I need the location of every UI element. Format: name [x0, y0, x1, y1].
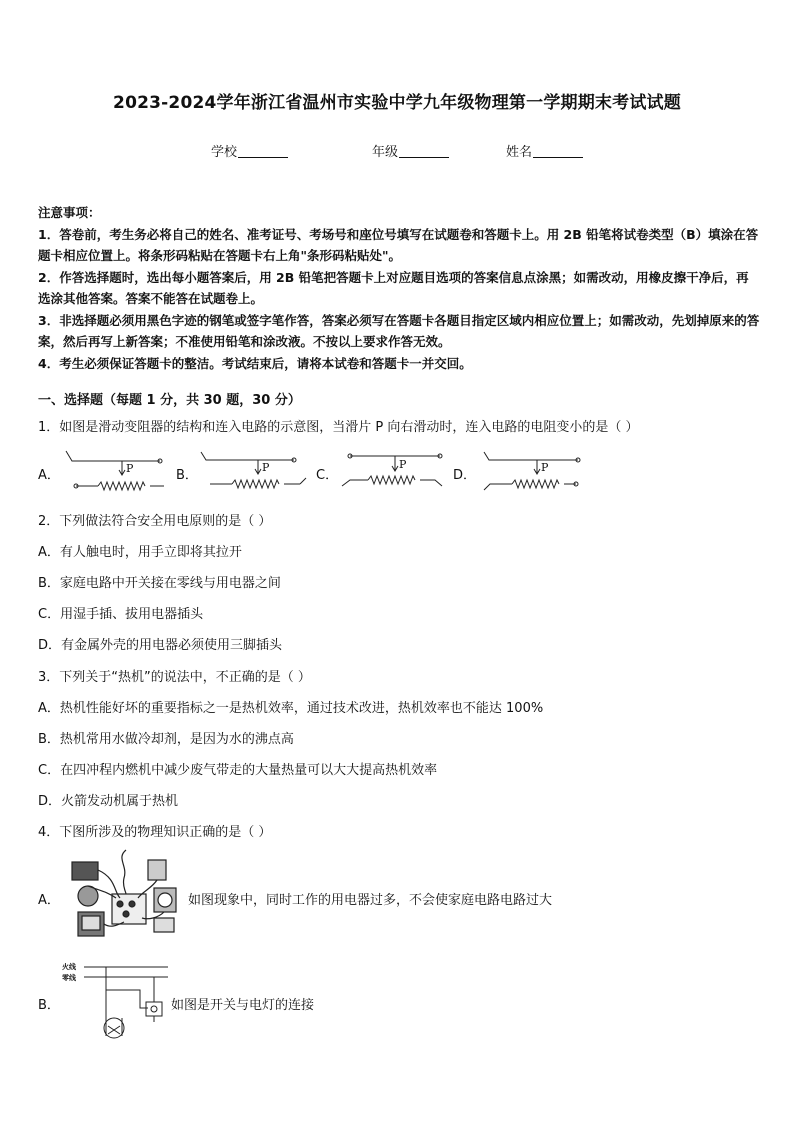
- q4-option-b-text: 如图是开关与电灯的连接: [171, 998, 315, 1013]
- q2-stem: 2．下列做法符合安全用电原则的是（ ）: [38, 514, 272, 529]
- q2-option-b: B．家庭电路中开关接在零线与用电器之间: [38, 576, 281, 591]
- notes-item: 4．考生必须保证答题卡的整洁。考试结束后，请将本试卷和答题卡一并交回。: [38, 355, 472, 371]
- neutral-wire-label: 零线: [62, 974, 76, 982]
- live-wire-label: 火线: [62, 963, 76, 971]
- q1-option-b-label: B．: [176, 468, 198, 483]
- q4-option-b-label: B．: [38, 998, 60, 1013]
- q2-option-c: C．用湿手插、拔用电器插头: [38, 607, 204, 622]
- slider-label-b: P: [262, 461, 270, 474]
- rheostat-a-diagram: [66, 451, 164, 490]
- notes-item: 2．作答选择题时，选出每小题答案后，用 2B 铅笔把答题卡上对应题目选项的答案信息点涂黑；如需改动，用橡皮擦干净后，再选涂其他答案。答案不能答在试题卷上。: [38, 269, 749, 306]
- q1-option-d-label: D．: [453, 468, 477, 483]
- school-label: 学校: [211, 145, 238, 160]
- q3-option-b: B．热机常用水做冷却剂，是因为水的沸点高: [38, 732, 294, 747]
- q3-option-c: C．在四冲程内燃机中减少废气带走的大量热量可以大大提高热机效率: [38, 763, 438, 778]
- q1-option-a-label: A．: [38, 468, 60, 483]
- q1-stem: 1．如图是滑动变阻器的结构和连入电路的示意图，当滑片 P 向右滑动时，连入电路的电阻变小的是（ ）: [38, 420, 639, 435]
- q2-option-d: D．有金属外壳的用电器必须使用三脚插头: [38, 638, 283, 653]
- rheostat-d-diagram: [484, 452, 580, 490]
- grade-label: 年级: [372, 145, 399, 160]
- switch-lamp-wiring-image: [60, 960, 170, 1044]
- q4-option-a-text: 如图现象中，同时工作的用电器过多，不会使家庭电路电路过大: [188, 893, 553, 908]
- q2-option-a: A．有人触电时，用手立即将其拉开: [38, 545, 242, 560]
- q3-option-d: D．火箭发动机属于热机: [38, 794, 179, 809]
- q4-stem: 4．下图所涉及的物理知识正确的是（ ）: [38, 825, 272, 840]
- slider-label-a: P: [126, 462, 134, 475]
- overloaded-socket-image: [68, 848, 186, 942]
- q4-option-a-label: A．: [38, 893, 60, 908]
- name-label: 姓名: [506, 145, 533, 160]
- notes-item: 3．非选择题必须用黑色字迹的钢笔或签字笔作答，答案必须写在答题卡各题目指定区域内相应位置上；如需改动，先划掉原来的答案，然后再写上新答案；不准使用铅笔和涂改液。不按以上要求作答无效。: [38, 312, 760, 349]
- notes-item: 1．答卷前，考生务必将自己的姓名、准考证号、考场号和座位号填写在试题卷和答题卡上。用 2B 铅笔将试卷类型（B）填涂在答题卡相应位置上。将条形码粘贴在答题卡右上角"条形码粘贴处"。: [38, 226, 759, 263]
- notes-header: 注意事项：: [38, 205, 101, 220]
- page-title: 2023-2024学年浙江省温州市实验中学九年级物理第一学期期末考试试题: [113, 93, 681, 113]
- slider-label-c: P: [399, 458, 407, 471]
- rheostat-b-diagram: [201, 452, 306, 488]
- slider-label-d: P: [541, 461, 549, 474]
- q3-option-a: A．热机性能好坏的重要指标之一是热机效率，通过技术改进，热机效率也不能达 100%: [38, 701, 544, 716]
- q1-option-c-label: C．: [316, 468, 339, 483]
- section-header: 一、选择题（每题 1 分，共 30 题，30 分）: [38, 393, 301, 408]
- rheostat-c-diagram: [342, 454, 442, 486]
- q3-stem: 3．下列关于“热机”的说法中，不正确的是（ ）: [38, 670, 311, 685]
